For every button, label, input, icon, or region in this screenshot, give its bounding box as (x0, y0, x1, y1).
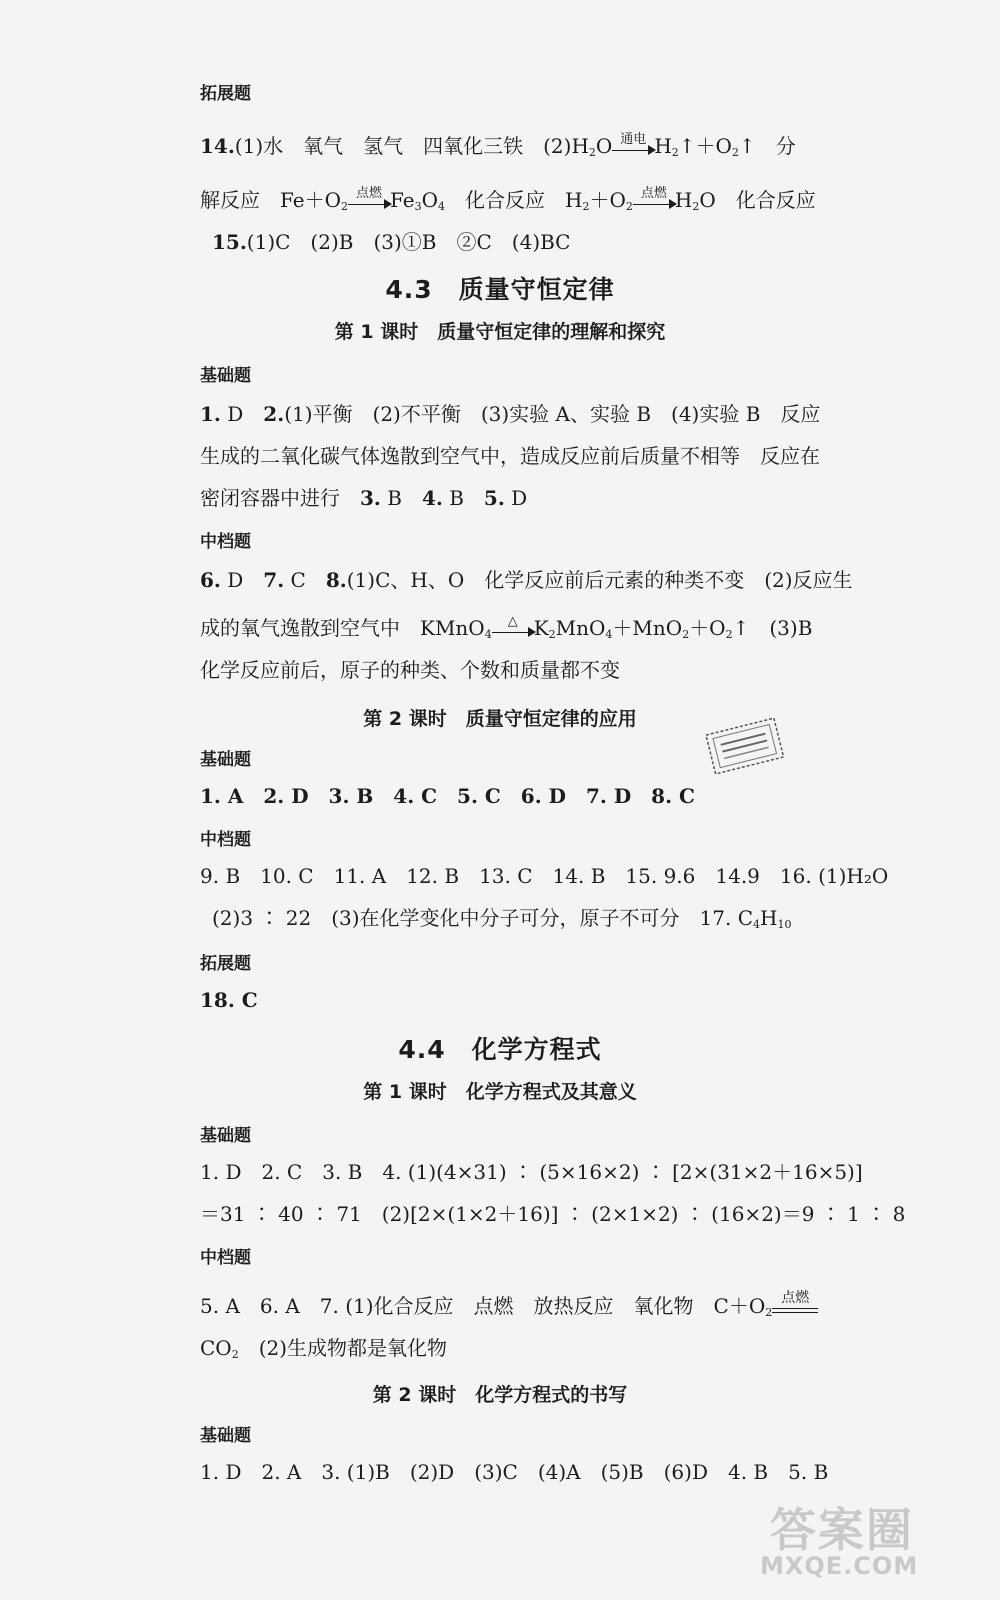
answer-q14-line1: 14.(1)水 氧气 氢气 四氧化三铁 $(2)H_2O$ 通电 $H_2↑+O_2↑$ 分 (200, 131, 796, 159)
answer-q14-line2: 解反应 $Fe+O_2$ 点燃 $Fe_3O_4$ 化合反应 $H_2+O_2$ 点燃 $H_2O$ 化合反应 (200, 185, 816, 213)
answer-l44-q1-line1: 1. D 2. C 3. B 4. (1)(4×31) ∶ (5×16×2) ∶ [2×(31×2＋16×5)] (200, 1160, 863, 1184)
stamp-image (700, 718, 790, 776)
section-label-jichu: 基础题 (200, 366, 251, 386)
answer-q1-line1: 1. D 2.(1)平衡 (2)不平衡 (3)实验 A、实验 B (4)实验 B 反应 (200, 402, 821, 426)
watermark: 答案圈 MXQE.COM (760, 1503, 919, 1580)
section-label-tuozhan: 拓展题 (200, 954, 251, 974)
section-label-zhongdang: 中档题 (200, 1248, 251, 1268)
answer-q1-line3: 密闭容器中进行 3. B 4. B 5. D (200, 486, 528, 510)
section-title-4-3: 4.3 质量守恒定律 (385, 275, 615, 304)
question-number: 14. (200, 134, 235, 158)
answer-l2-q18: 18. C (200, 988, 258, 1012)
answer-l2-q1: 1. A 2. D 3. B 4. C 5. C 6. D 7. D 8. C (200, 784, 695, 808)
lesson-title-4-3-1: 第 1 课时 质量守恒定律的理解和探究 (334, 321, 666, 343)
answer-l44-q5-line1: 5. A 6. A 7. (1)化合反应 点燃 放热反应 氧化物 $C+O_2$ 点燃 (200, 1292, 818, 1327)
answer-q15: 15.(1)C (2)B (3)①B ②C (4)BC (212, 230, 571, 254)
reaction-arrow: 通电 (612, 138, 654, 158)
answer-l2-q9-line1: 9. B 10. C 11. A 12. B 13. C 14. B 15. 9.6 14.9 16. (1)H₂O (200, 864, 889, 888)
section-label-jichu: 基础题 (200, 1426, 251, 1446)
lesson-title-4-3-2: 第 2 课时 质量守恒定律的应用 (363, 708, 637, 730)
lesson-title-4-4-1: 第 1 课时 化学方程式及其意义 (363, 1081, 637, 1103)
section-label-zhongdang: 中档题 (200, 532, 251, 552)
answer-l44-q1-line2: ＝31 ∶ 40 ∶ 71 (2)[2×(1×2＋16)] ∶ (2×1×2) ∶ (16×2)＝9 ∶ 1 ∶ 8 (200, 1202, 906, 1226)
answer-l44-q5-line2: $CO_2$ (2)生成物都是氧化物 (200, 1336, 448, 1361)
section-label-zhongdang: 中档题 (200, 830, 251, 850)
reaction-arrow: 点燃 (348, 192, 390, 212)
answer-q1-line2: 生成的二氧化碳气体逸散到空气中，造成反应前后质量不相等 反应在 (200, 444, 820, 468)
reaction-arrow: 点燃 (633, 192, 675, 212)
section-label-jichu: 基础题 (200, 1126, 251, 1146)
section-label-jichu: 基础题 (200, 750, 251, 770)
answer-l44-l2-q1: 1. D 2. A 3. (1)B (2)D (3)C (4)A (5)B (6)D 4. B 5. B (200, 1460, 829, 1484)
answer-q6-line1: 6. D 7. C 8.(1)C、H、O 化学反应前后元素的种类不变 (2)反应生 (200, 568, 853, 592)
section-title-4-4: 4.4 化学方程式 (398, 1035, 602, 1064)
answer-q6-line2: 成的氧气逸散到空气中 KMnO$_4$ △ $K_2MnO_4+MnO_2+O_2↑$ (3)B (200, 613, 813, 641)
reaction-equals: 点燃 (772, 1298, 818, 1318)
reaction-arrow: △ (492, 620, 534, 640)
section-label-tuozhan: 拓展题 (200, 84, 251, 104)
answer-text: (1)水 氧气 氢气 四氧化三铁 (2)H (234, 134, 589, 158)
lesson-title-4-4-2: 第 2 课时 化学方程式的书写 (372, 1384, 628, 1406)
answer-q6-line3: 化学反应前后，原子的种类、个数和质量都不变 (200, 658, 620, 682)
answer-l2-q9-line2: (2)3 ∶ 22 (3)在化学变化中分子可分，原子不可分 17. $C_4H_{10}$ (212, 906, 792, 931)
